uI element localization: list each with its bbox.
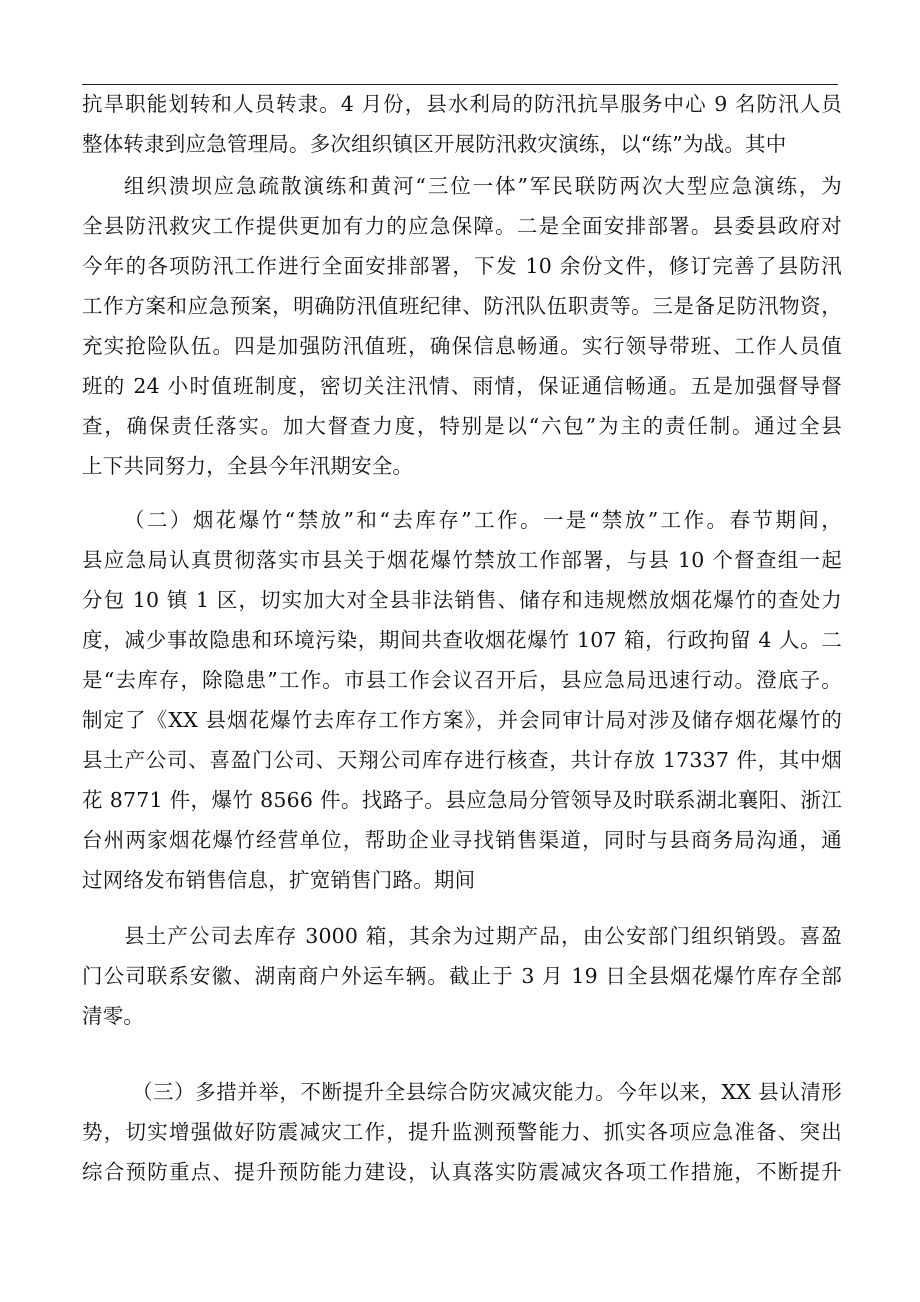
paragraph-5 (82, 1072, 842, 1192)
paragraph-3 (82, 500, 842, 900)
text-line: 县应急局认真贯彻落实市县关于烟花爆竹禁放工作部署，与县 10 个督查组一起 (82, 548, 842, 572)
text-line: 分包 10 镇 1 区，切实加大对全县非法销售、储存和违规燃放烟花爆竹的查处力 (82, 588, 842, 612)
text-line: 门公司联系安徽、湖南商户外运车辆。截止于 3 月 19 日全县烟花爆竹库存全部 (82, 964, 842, 988)
text-line: 今年的各项防汛工作进行全面安排部署，下发 10 余份文件，修订完善了县防汛 (82, 254, 842, 278)
text-line: 制定了《XX 县烟花爆竹去库存工作方案》，并会同审计局对涉及储存烟花爆竹的 (82, 708, 842, 732)
text-line: 度，减少事故隐患和环境污染，期间共查收烟花爆竹 107 箱，行政拘留 4 人。二 (82, 628, 842, 652)
text-line: 过网络发布销售信息，扩宽销售门路。期间 (82, 868, 476, 892)
text-line: 班的 24 小时值班制度，密切关注汛情、雨情，保证通信畅通。五是加强督导督 (82, 374, 842, 398)
text-line: 抗旱职能划转和人员转隶。4 月份，县水利局的防汛抗旱服务中心 9 名防汛人员 (82, 92, 842, 116)
text-line: 综合预防重点、提升预防能力建设，认真落实防震减灾各项工作措施，不断提升 (82, 1160, 842, 1184)
text-line: 县土产公司去库存 3000 箱，其余为过期产品，由公安部门组织销毁。喜盈 (124, 924, 842, 948)
text-line: 势，切实增强做好防震减灾工作，提升监测预警能力、抓实各项应急准备、突出 (82, 1120, 842, 1144)
text-line: 工作方案和应急预案，明确防汛值班纪律、防汛队伍职责等。三是备足防汛物资， (82, 294, 842, 318)
text-line: （二）烟花爆竹“禁放”和“去库存”工作。一是“禁放”工作。春节期间， (124, 508, 842, 532)
text-line: 上下共同努力，全县今年汛期安全。 (82, 454, 414, 478)
text-line: 台州两家烟花爆竹经营单位，帮助企业寻找销售渠道，同时与县商务局沟通，通 (82, 828, 842, 852)
text-line: 是“去库存，除隐患”工作。市县工作会议召开后，县应急局迅速行动。澄底子。 (82, 668, 842, 692)
paragraph-4 (82, 916, 842, 1036)
text-line: 全县防汛救灾工作提供更加有力的应急保障。二是全面安排部署。县委县政府对 (82, 214, 842, 238)
text-line: 整体转隶到应急管理局。多次组织镇区开展防汛救灾演练，以“练”为战。其中 (82, 132, 787, 156)
text-line: 查，确保责任落实。加大督查力度，特别是以“六包”为主的责任制。通过全县 (82, 414, 842, 438)
paragraph-2 (82, 166, 842, 486)
text-line: 清零。 (82, 1004, 145, 1028)
text-line: 组织溃坝应急疏散演练和黄河“三位一体”军民联防两次大型应急演练，为 (124, 174, 842, 198)
text-line: 充实抢险队伍。四是加强防汛值班，确保信息畅通。实行领导带班、工作人员值 (82, 334, 842, 358)
text-line: 花 8771 件，爆竹 8566 件。找路子。县应急局分管领导及时联系湖北襄阳、浙江 (82, 788, 842, 812)
text-line: 县土产公司、喜盈门公司、天翔公司库存进行核查，共计存放 17337 件，其中烟 (82, 748, 842, 772)
text-line: （三）多措并举，不断提升全县综合防灾减灾能力。今年以来，XX 县认清形 (132, 1080, 842, 1104)
paragraph-1 (82, 84, 842, 164)
